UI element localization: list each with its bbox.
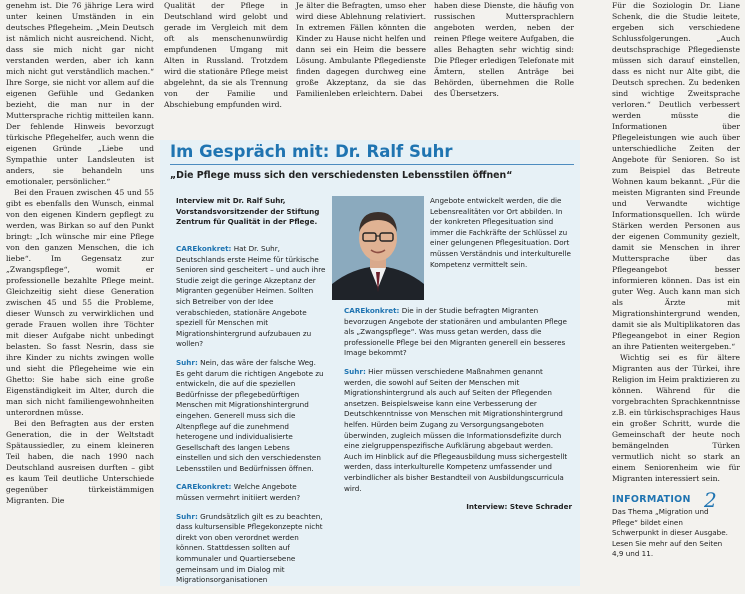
paragraph: Bei den Befragten aus der ersten Generation, die in der Weltstadt Spätaussiedler, zu einem kleineren Teil haben, die nach 1990 nach Deutschland ausreisen durften – gibt es kaum Teil deutliche Unterschiede gegenüber türkeistämmigen Migranten. Die — [6, 419, 154, 505]
qa-item — [176, 482, 326, 503]
paragraph: genehm ist. Die 76 jährige Lera wird unter keinen Umständen in ein deutsches Pflegeheim. „Mein Deutsch ist nämlich nicht ausreichend. Nicht, dass sie mich nicht gar nicht verstanden werden, aber ich kann mich nicht gut verständlich machen.“ Ihre Sorge, sie nicht vor allem auf die eigenen Gefühle und Gedanken bezieht, die man nur in der Muttersprache richtig mitteilen kann. Der fehlende Hinweis bevorzugt türkische Pflegehelfer, auch wenn die eigenen Gründe „Liebe und Sympathie unter Landsleuten ist anders, sie behandeln uns emotionaler, persönlicher.“ — [6, 1, 154, 186]
qa-text: Hat Dr. Suhr, Deutschlands erste Heime für türkische Senioren sind gescheitert – und auch ihre Studie zeigt die geringe Akzeptanz der Migranten gegenüber Heimen. Sollten sich Betreiber von der Idee verabschieden, stationäre Angebote speziell für Menschen mit Migrationshintergrund aufzubauen zu wollen? — [176, 244, 326, 349]
paragraph: Für die Soziologin Dr. Liane Schenk, die die Studie leitete, ergeben sich verschiedene Schlussfolgerungen. „Auch deutschsprachige Pflegedienste müssen sich darauf einstellen, dass es nicht nur Alte gibt, die Deutsch sprechen. Zu bedenken sind wichtige Zweitsprache verloren.“ Deutlich verbessert werden müsste die Informationen über Pflegeleistungen wie auch über unterschiedliche Zeiten der Angebote für Senioren. So ist zum Beispiel das Betreute Wohnen kaum bekannt. „Für die meisten Migranten sind Freunde und Verwandte wichtige Informationsquellen. Ich würde Stärken werden Personen aus der eigenen Community gezielt, damit sie Menschen in ihrer Muttersprache über das Pflegeangebot besser informieren können. Das ist ein guter Weg. Auch kann man sich als Ärzte mit Migrationshintergrund wenden, damit sie als Multiplikatoren das Pflegeangebot in einer Region an ihre Patienten weitergeben.“ — [612, 1, 740, 351]
article-column-1 — [6, 0, 154, 506]
answer-label: Suhr: — [344, 366, 366, 376]
qa-text: Hier müssen verschiedene Maßnahmen genannt werden, die sowohl auf Seiten der Menschen mit Migrationshintergrund als auch auf Seiten der Pflegenden ansetzen. Beispielsweise kann eine Verbesserung der Deutschkenntnisse von Menschen mit Migrationshintergrund helfen. Hürden beim Zugang zu Versorgungsangeboten überwinden, zugleich müssen die Informationsdefizite durch eine zielgruppenspezifische Aufklärung abgebaut werden. Auch im Hinblick auf die Pflegeausbildung muss sichergestellt werden, dass interkulturelle Kompetenz umfassender und verbindlicher als bisher Bestandteil von Ausbildungscurricula wird. — [344, 366, 568, 493]
info-text: Das Thema „Migration und Pflege“ bildet einen Schwerpunkt in dieser Ausgabe. Lesen Sie mehr auf den Seiten 4,9 und 11. — [612, 507, 728, 559]
qa-text: Welche Angebote müssen vermehrt initiiert werden? — [176, 482, 301, 503]
question-label: CAREkonkret: — [176, 482, 232, 492]
question-label: CAREkonkret: — [344, 306, 400, 315]
article-column-4-top — [434, 0, 574, 99]
qa-item — [176, 244, 326, 350]
qa-item — [176, 358, 326, 475]
qa-item — [344, 367, 572, 494]
answer-label: Suhr: — [176, 511, 198, 521]
qa-text: Nein, das wäre der falsche Weg. Es geht darum die richtigen Angebote zu entwickeln, die auf die speziellen Bedürfnisse der pflegebedürftigen Menschen mit Migrationshintergrund eingehen. Generell muss sich die Altenpflege auf die zunehmend heterogene und individualisierte Gesellschaft des langen Lebens einstellen und sich den verschiedensten Lebensstilen und Bedürfnissen öffnen. — [176, 357, 324, 473]
interview-left-column — [176, 196, 326, 236]
box-subtitle: „Die Pflege muss sich den verschiedensten Lebensstilen öffnen“ — [170, 170, 513, 181]
paragraph: Bei den Frauen zwischen 45 und 55 gibt es ebenfalls den Wunsch, einmal von den eigenen Kindern gepflegt zu werden, was Birkan so auf den Punkt bringt: „Ich wünsche mir eine Pflege von den ganzen Menschen, die ich liebe“. Im Gegensatz zur „Zwangspflege“, womit er professionelle bezahlte Pflege meint. Gleichzeitig sieht diese Generation zwischen 45 und 55 die Probleme, dieser Wunsch zu verwirklichen und gerade Frauen wollen ihre Töchter mit dieser Aufgabe nicht unbedingt belasten. So fasst Nesrin, dass sie ihre Kinder zu nichts zwingen wolle und sieht die Pflegeheime wie ein Ghetto: Sie habe sich eine große Eigenständigkeit im Alter, durch die man sich nicht familiengewohnheiten unterordnen müsse. — [6, 188, 154, 417]
qa-item — [176, 512, 326, 586]
question-label: CAREkonkret: — [176, 244, 232, 253]
intro-text: Interview mit Dr. Ralf Suhr, Vorstandsvorsitzender der Stiftung Zentrum für Qualität in der Pflege. — [176, 196, 320, 227]
article-column-3-top — [296, 0, 426, 99]
paragraph: Angebote entwickelt werden, die die Lebensrealitäten vor Ort abbilden. In der konkreten Pflegesituation sind immer die Fachkräfte der Schlüssel zu einer gelungenen Pflegesituation. Dort müssen Verständnis und interkulturelle Kompetenz vermittelt sein. — [430, 196, 571, 269]
page-marker: 2 — [704, 488, 717, 512]
interview-intro — [176, 196, 326, 228]
paragraph: Qualität der Pflege in Deutschland wird gelobt und gerade im Vergleich mit dem oft als menschenunwürdig empfundenen Umgang mit Alten in Russland. Trotzdem wird die stationäre Pflege meist abgelehnt, da sie als Trennung von der Familie und Abschiebung empfunden wird. — [164, 1, 288, 109]
interview-right-body — [344, 306, 572, 513]
box-title: Im Gespräch mit: Dr. Ralf Suhr — [170, 142, 453, 161]
article-column-5 — [612, 0, 740, 484]
paragraph: Wichtig sei es für ältere Migranten aus der Türkei, ihre Religion im Heim praktizieren zu können. Während für die vorgebrachten Sprachkenntnisse z.B. ein türkischsprachiges Haus ein großer Schritt, wurde die Gemeinschaft der heute noch bemängelnden Türken vermutlich nicht so stark an einem Seniorenheim wie für Migranten interessiert sein. — [612, 353, 740, 483]
answer-label: Suhr: — [176, 357, 198, 367]
qa-text: Grundsätzlich gilt es zu beachten, dass kultursensible Pflegekonzepte nicht direkt von oben verordnet werden können. Stattdessen sollten auf kommunaler und Quartiersebene gemeinsam und im Dialog mit Migrationsorganisationen — [176, 511, 323, 585]
byline: Interview: Steve Schrader — [466, 502, 572, 512]
qa-item — [344, 306, 572, 359]
info-heading: INFORMATION — [612, 494, 691, 505]
interview-left-body — [176, 244, 326, 594]
portrait-photo — [332, 196, 424, 300]
paragraph: Je älter die Befragten, umso eher wird diese Ablehnung relativiert. In extremen Fällen könnten die Kinder zu Hause nicht helfen und dann sei ein Heim die bessere Lösung. Ambulante Pflegedienste finden dagegen durchweg eine große Akzeptanz, da sie das Familienleben erleichtern. Dabei — [296, 1, 426, 98]
interview-right-top — [430, 196, 572, 278]
paragraph: haben diese Dienste, die häufig von russischen Muttersprachlern angeboten werden, neben der reinen Pflege weitere Aufgaben, die alles Behagten sehr wichtig sind: Die Pfleger erledigen Telefonate mit Ämtern, stellen Anträge bei Behörden, übernehmen die Rolle des Übersetzers. — [434, 1, 574, 98]
divider — [170, 164, 574, 165]
article-column-2-top — [164, 0, 288, 110]
qa-text: Die in der Studie befragten Migranten bevorzugen Angebote der stationären und ambulanten Pflege als „Zwangspflege“. Was muss getan werden, dass die professionelle Pflege bei den Migranten generell ein besseres Image bekommt? — [344, 306, 567, 358]
